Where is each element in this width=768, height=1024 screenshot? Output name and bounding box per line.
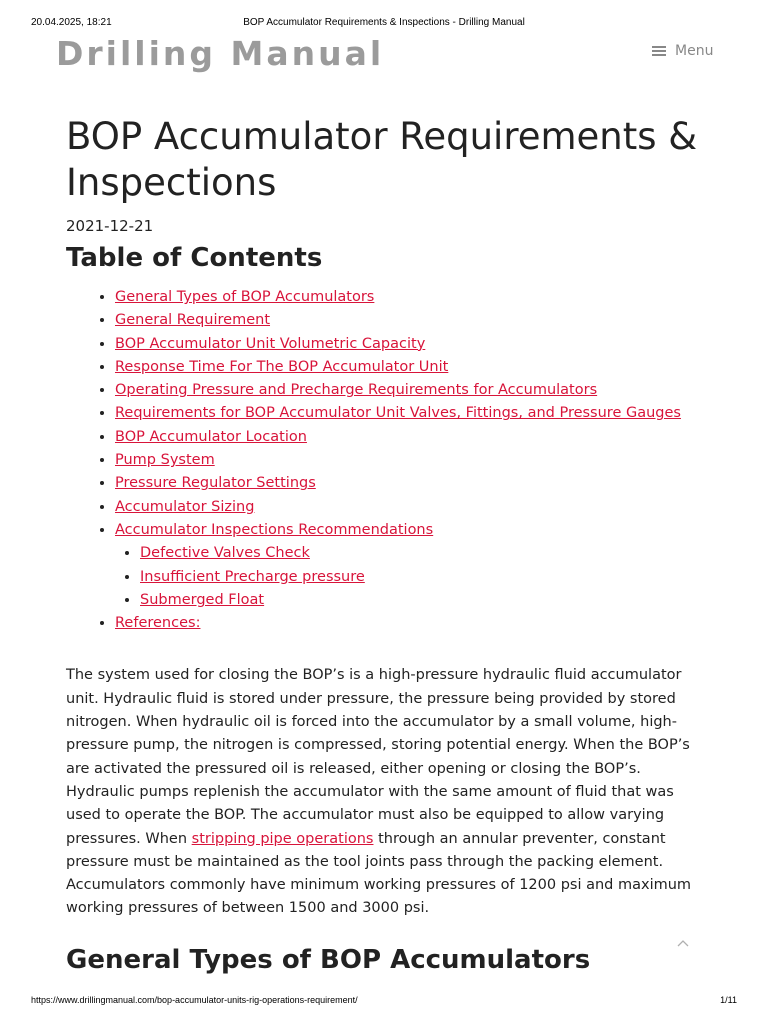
- print-datetime: 20.04.2025, 18:21: [31, 17, 112, 28]
- toc-item: [115, 496, 706, 519]
- toc-heading: Table of Contents: [66, 243, 323, 273]
- toc-link-pump-system[interactable]: Pump System: [115, 452, 215, 469]
- print-url: https://www.drillingmanual.com/bop-accumulator-units-rig-operations-requirement/: [31, 995, 358, 1005]
- page-title: BOP Accumulator Requirements & Inspections: [66, 115, 698, 204]
- intro-paragraph: [66, 664, 694, 920]
- toc-link-inspections[interactable]: Accumulator Inspections Recommendations: [115, 521, 434, 538]
- toc-subitem: [140, 566, 706, 589]
- toc-subitem: [140, 542, 706, 565]
- article: [66, 114, 706, 977]
- site-title[interactable]: Drilling Manual: [56, 34, 385, 73]
- toc-item: [115, 333, 706, 356]
- toc-link-defective-valves[interactable]: Defective Valves Check: [140, 545, 310, 562]
- toc-link-operating-pressure[interactable]: Operating Pressure and Precharge Requirements for Accumulators: [115, 382, 598, 399]
- intro-text-1: The system used for closing the BOP’s is a high-pressure hydraulic fluid accumulator unit. Hydraulic fluid is stored under pressure, the pressure being provided by stored nitrogen. When hydraulic oil is forced into the accumulator by a small volume, high-pressure pump, the nitrogen is compressed, storing potential energy. When the BOP’s are activated the pressured oil is released, either opening or closing the BOP’s. Hydraulic pumps replenish the accumulator with the same amount of fluid that was used to operate the BOP. The accumulator must also be equipped to allow varying pressures. When: [66, 667, 690, 847]
- toc-link-submerged-float[interactable]: Submerged Float: [140, 591, 265, 608]
- toc-link-insufficient-precharge[interactable]: Insufficient Precharge pressure: [140, 568, 365, 585]
- page-number: 1/11: [720, 995, 737, 1005]
- stripping-pipe-link[interactable]: stripping pipe operations: [191, 830, 374, 847]
- table-of-contents: [66, 286, 706, 635]
- toc-link-location[interactable]: BOP Accumulator Location: [115, 428, 307, 445]
- toc-link-response-time[interactable]: Response Time For The BOP Accumulator Unit: [115, 358, 449, 375]
- toc-link-accumulator-sizing[interactable]: Accumulator Sizing: [115, 498, 255, 515]
- toc-sublist: [115, 542, 706, 612]
- toc-item: [115, 519, 706, 612]
- menu-button[interactable]: [652, 43, 713, 59]
- toc-item: [115, 402, 706, 425]
- hamburger-icon: [652, 44, 666, 58]
- toc-link-volumetric-capacity[interactable]: BOP Accumulator Unit Volumetric Capacity: [115, 335, 426, 352]
- chevron-up-icon[interactable]: [677, 938, 689, 950]
- toc-item: [115, 356, 706, 379]
- toc-item: [115, 309, 706, 332]
- toc-item: [115, 449, 706, 472]
- toc-link-regulator-settings[interactable]: Pressure Regulator Settings: [115, 475, 316, 492]
- toc-link-general-requirement[interactable]: General Requirement: [115, 312, 271, 329]
- section-heading: General Types of BOP Accumulators: [66, 944, 591, 975]
- toc-subitem: [140, 589, 706, 612]
- intro-text-2: through an annular preventer, constant pressure must be maintained as the tool joints pass through the packing element. Accumulators commonly have minimum working pressures of 1200 psi and maximum working pressures of between 1500 and 3000 psi.: [66, 830, 692, 917]
- toc-link-general-types[interactable]: General Types of BOP Accumulators: [115, 289, 375, 305]
- print-doc-title: BOP Accumulator Requirements & Inspections - Drilling Manual: [243, 17, 525, 28]
- toc-link-valves-fittings[interactable]: Requirements for BOP Accumulator Unit Valves, Fittings, and Pressure Gauges: [115, 405, 681, 422]
- toc-item: [115, 426, 706, 449]
- toc-item: [115, 379, 706, 402]
- toc-item: [115, 612, 706, 635]
- toc-item: [115, 286, 706, 309]
- toc-link-references[interactable]: References:: [115, 615, 201, 632]
- toc-item: [115, 472, 706, 495]
- post-date: 2021-12-21: [66, 217, 154, 235]
- menu-label: Menu: [675, 43, 714, 59]
